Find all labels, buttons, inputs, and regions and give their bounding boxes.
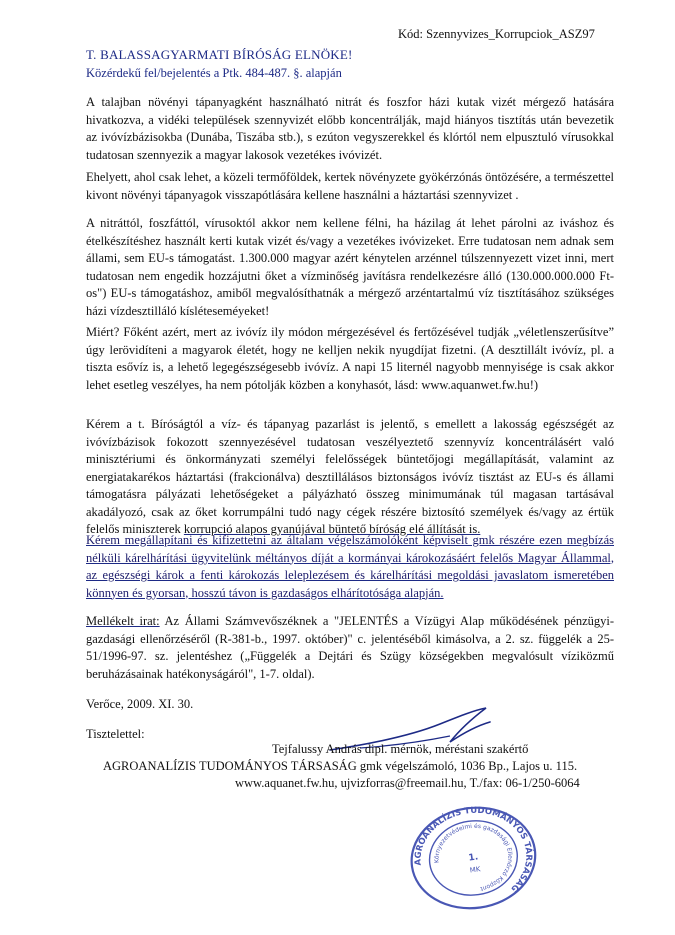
paragraph-attachment bbox=[86, 613, 614, 683]
stamp-center-mark: MK bbox=[469, 865, 481, 875]
paragraph-2: Ehelyett, ahol csak lehet, a közeli termőföldek, kertek növényzete gyökérzónás öntözésére, a természettel kivont növényi tápanyagok visszapótlására kellene használni a háztartási szennyvizet . bbox=[86, 170, 614, 202]
addressee-title: T. BALASSAGYARMATI BÍRÓSÁG ELNÖKE! bbox=[86, 47, 353, 62]
date-line: Verőce, 2009. XI. 30. bbox=[86, 697, 194, 711]
attachment-label: Mellékelt irat: bbox=[86, 614, 160, 628]
paragraph-5-text: Kérem a t. Bíróságtól a víz- és tápanyag pazarlást is jelentő, s emellett a lakosság egészségét az ivóvízbázisok fokozott szennyezésével tudatosan veszélyeztető szennyvíz koncentrálásért való minisztériumi és önkormányzati személyi felelősségek büntetőjogi megállapítását, valamint az energiatakarékos háztartási (frakcionálva) desztillálásos biztonságos ivóvíz tisztást az EU-s és állami támogatásra pályázati lehetőségeket a pályázható összeg minimumának túl magasan tartásával akadályozó, csak az őket korrumpálni tudó nagy cégek részére biztosító személyek és/vagy az értük felelős miniszterek bbox=[86, 417, 614, 536]
company-line: AGROANALÍZIS TUDOMÁNYOS TÁRSASÁG gmk végelszámoló, 1036 Bp., Lajos u. 115. bbox=[103, 759, 578, 773]
stamp-center-number: 1. bbox=[467, 852, 479, 864]
paragraph-1: A talajban növényi tápanyagként használható nitrát és foszfor házi kutak vizét mérgező hatására hivatkozva, a vidéki települések szennyvizét előbb koncentrálják, majd hiányos tisztítás után bevezetik az ivóvízbázisokba (Dunába, Tiszába stb.), s ezúton vegyszerekkel és klórtól nem elpusztuló vírusokkal tudatosan szennyezik a magyar lakosok vezetékes ivóvizét. bbox=[86, 95, 614, 162]
stamp-inner-text: Környezetvédelmi és gazdasági Ellenőrző Központ bbox=[433, 822, 514, 893]
contact-line: www.aquanet.fw.hu, ujvizforras@freemail.hu, T./fax: 06-1/250-6064 bbox=[235, 776, 580, 790]
organization-stamp bbox=[398, 800, 548, 910]
greeting: Tisztelettel: bbox=[86, 727, 145, 741]
document-code: Kód: Szennyvizes_Korrupciok_ASZ97 bbox=[398, 27, 595, 41]
paragraph-4: Miért? Főként azért, mert az ivóvíz ily módon mérgezésével és fertőzésével tudják „véletlenszerűsítve” úgy lerövidíteni a magyarok életét, hogy ne kelljen nekik nyugdíjat fizetni. (A desztillált ivóvíz, pl. a tiszta esővíz is, a lehető legegészségesebb ivóvíz. A napi 15 liternél nagyobb mennyisége is csak akkor lehet esetleg veszélyes, ha nem pótolják közben a konyhasót, lásd: www.aquanwet.fw.hu!) bbox=[86, 325, 614, 392]
attachment-text: Az Állami Számvevőszéknek a "JELENTÉS a Vízügyi Alap működésének pénzügyi-gazdasági ellenőrzéséről (R-381-b., 1997. október)" c. jelentéséből kimásolva, a 2. sz. függelék a 25-51/1996-97. sz. jelentéshez („Függelék a Dejtári és Szügy községekben megvalósult víziközmű beruházásainak hatékonyságáról", 1-7. oldal). bbox=[86, 614, 615, 681]
handwritten-signature bbox=[300, 698, 540, 768]
paragraph-5 bbox=[86, 416, 614, 539]
signer-name: Tejfalussy András dipl. mérnök, méréstani szakértő bbox=[272, 742, 529, 756]
document-subtitle: Közérdekű fel/bejelentés a Ptk. 484-487. §. alapján bbox=[86, 66, 342, 80]
paragraph-5-underlined: korrupció alapos gyanújával büntető bíróság elé állítását is. bbox=[183, 522, 481, 536]
stamp-outer-text: AGROANALÍZIS TUDOMÁNYOS TÁRSASÁG bbox=[413, 805, 534, 894]
paragraph-request: Kérem megállapítani és kifizettetni az általam végelszámolóként képviselt gmk részére ezen megbízás nélküli kárelhárítási ügyvitelünk méltányos díját a kormányai károkozásáért felelős Magyar Állammal, az egészségi károk a fenti károkozás leleplezésem és kárelhárítási megoldási javaslatom ismeretében könnyen és gyorsan, hosszú távon is gazdaságos elhárítotósága alapján. bbox=[86, 533, 614, 600]
paragraph-3: A nitráttól, foszfáttól, vírusoktól akkor nem kellene félni, ha házilag át lehet párolni az iváshoz és ételkészítéshez használt kerti kutak vizét és/vagy a vezetékes ivóvizeket. Erre tudatosan nem adnak sem állami, sem EU-s támogatást. 1.300.000 magyar azért kénytelen arzénnel túlszennyezett vizet inni, mert tudatosan nem engedik hozzájutni őket a vízminőség javításra rendelkezésre álló (130.000.000.000 Ft-os") EU-s támogatáshoz, amiből megvalósíthatnák a mérgező arzéntartalmú víz tisztításához szükséges házi vízdesztilláló kísléteseméyeket! bbox=[86, 216, 614, 318]
